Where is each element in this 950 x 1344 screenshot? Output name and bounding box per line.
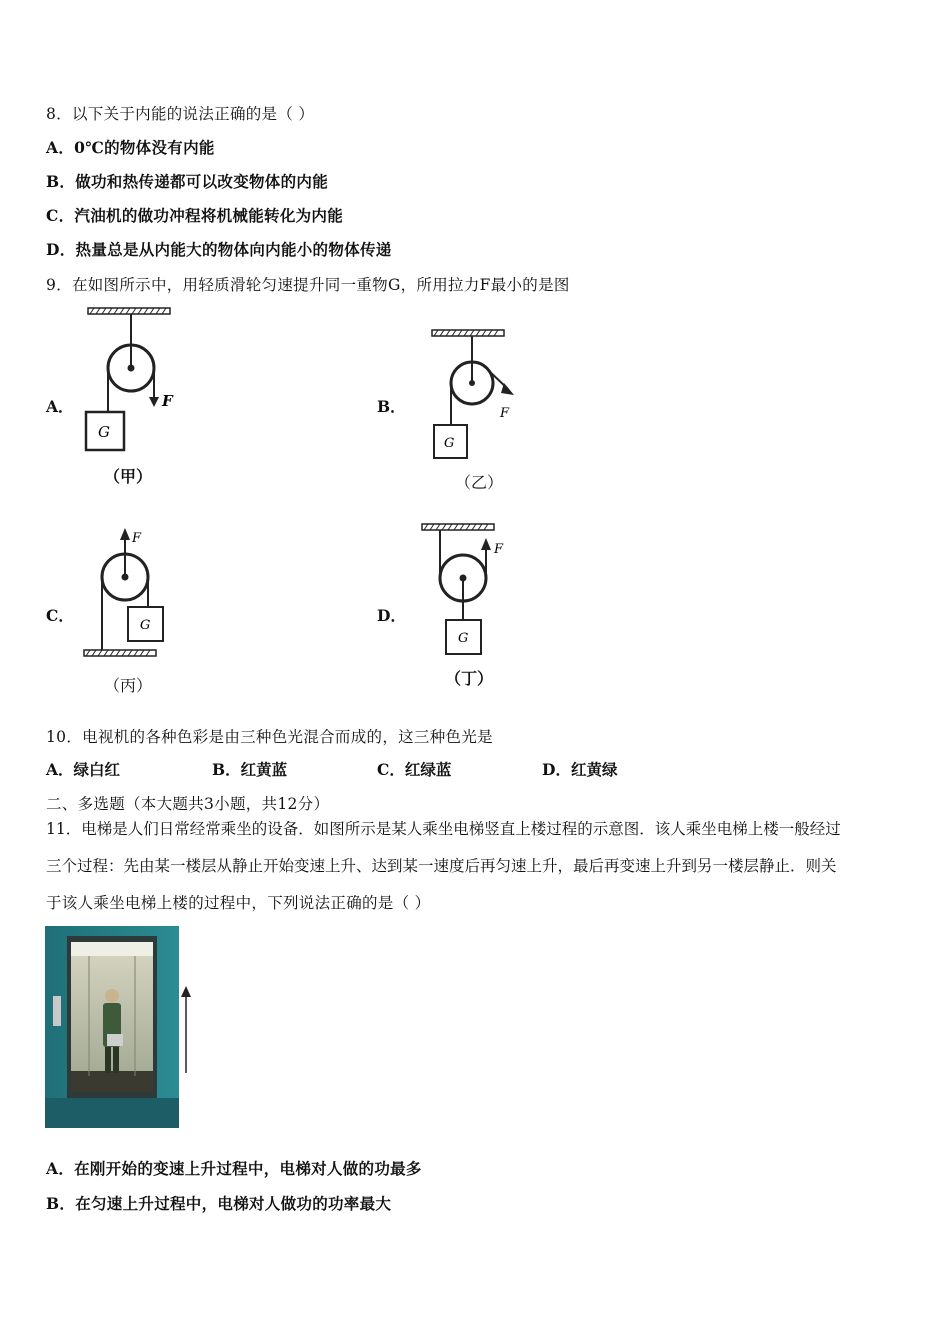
ceiling-hatch [422,524,494,530]
ground-hatch [84,650,156,656]
q9-option-c-label: C． [46,606,74,625]
q11-stem-line-1: 11．电梯是人们日常经常乘坐的设备．如图所示是某人乘坐电梯竖直上楼过程的示意图．该人乘坐电梯上楼一般经过 [46,820,841,838]
weight-label: G [458,631,469,646]
weight-label: G [140,618,151,633]
q10-stem: 10．电视机的各种色彩是由三种色光混合而成的，这三种色光是 [46,728,493,746]
ceiling-hatch [88,308,170,314]
q8-stem: 8．以下关于内能的说法正确的是（ ） [46,105,315,123]
q10-option-a: A．绿白红 [46,760,121,779]
q11-stem-line-2: 三个过程：先由某一楼层从静止开始变速上升、达到某一速度后再匀速上升，最后再变速上升到另一楼层静止．则关 [46,857,837,875]
ceiling-hatch [432,330,504,336]
caption-c: （丙） [104,676,153,695]
q10-option-b: B．红黄蓝 [212,760,288,779]
upward-arrow [179,985,193,1075]
caption-b: （乙） [455,473,504,492]
q8-option-b: B．做功和热传递都可以改变物体的内能 [46,172,329,191]
elevator-photo [45,926,179,1128]
force-label: F [162,392,173,410]
force-label: F [500,406,510,421]
caption-a: （甲） [104,467,153,486]
q11-option-b: B．在匀速上升过程中，电梯对人做功的功率最大 [46,1194,392,1213]
pulley-figure-b [420,325,530,465]
q9-option-b-label: B． [377,397,406,416]
q11-stem-line-3: 于该人乘坐电梯上楼的过程中，下列说法正确的是（ ） [46,894,431,912]
weight-label: G [444,436,455,451]
pulley-figure-a [78,305,188,455]
section-heading: 二、多选题（本大题共3小题，共12分） [46,795,330,813]
q8-option-c: C．汽油机的做功冲程将机械能转化为内能 [46,206,344,225]
q9-option-a-label: A． [46,397,74,416]
q10-option-c: C．红绿蓝 [377,760,452,779]
weight-label: G [98,423,110,441]
pulley-figure-c [78,522,188,662]
q8-option-a: A．0℃的物体没有内能 [46,138,215,157]
q10-option-d: D．红黄绿 [542,760,618,779]
force-label: F [494,542,504,557]
pulley-figure-d [410,518,530,668]
q8-option-d: D．热量总是从内能大的物体向内能小的物体传递 [46,240,392,259]
q9-option-d-label: D． [377,606,406,625]
force-label: F [132,531,142,546]
q11-option-a: A．在刚开始的变速上升过程中，电梯对人做的功最多 [46,1159,422,1178]
caption-d: （丁） [445,669,494,688]
q9-stem: 9．在如图所示中，用轻质滑轮匀速提升同一重物G，所用拉力F最小的是图 [46,276,570,294]
